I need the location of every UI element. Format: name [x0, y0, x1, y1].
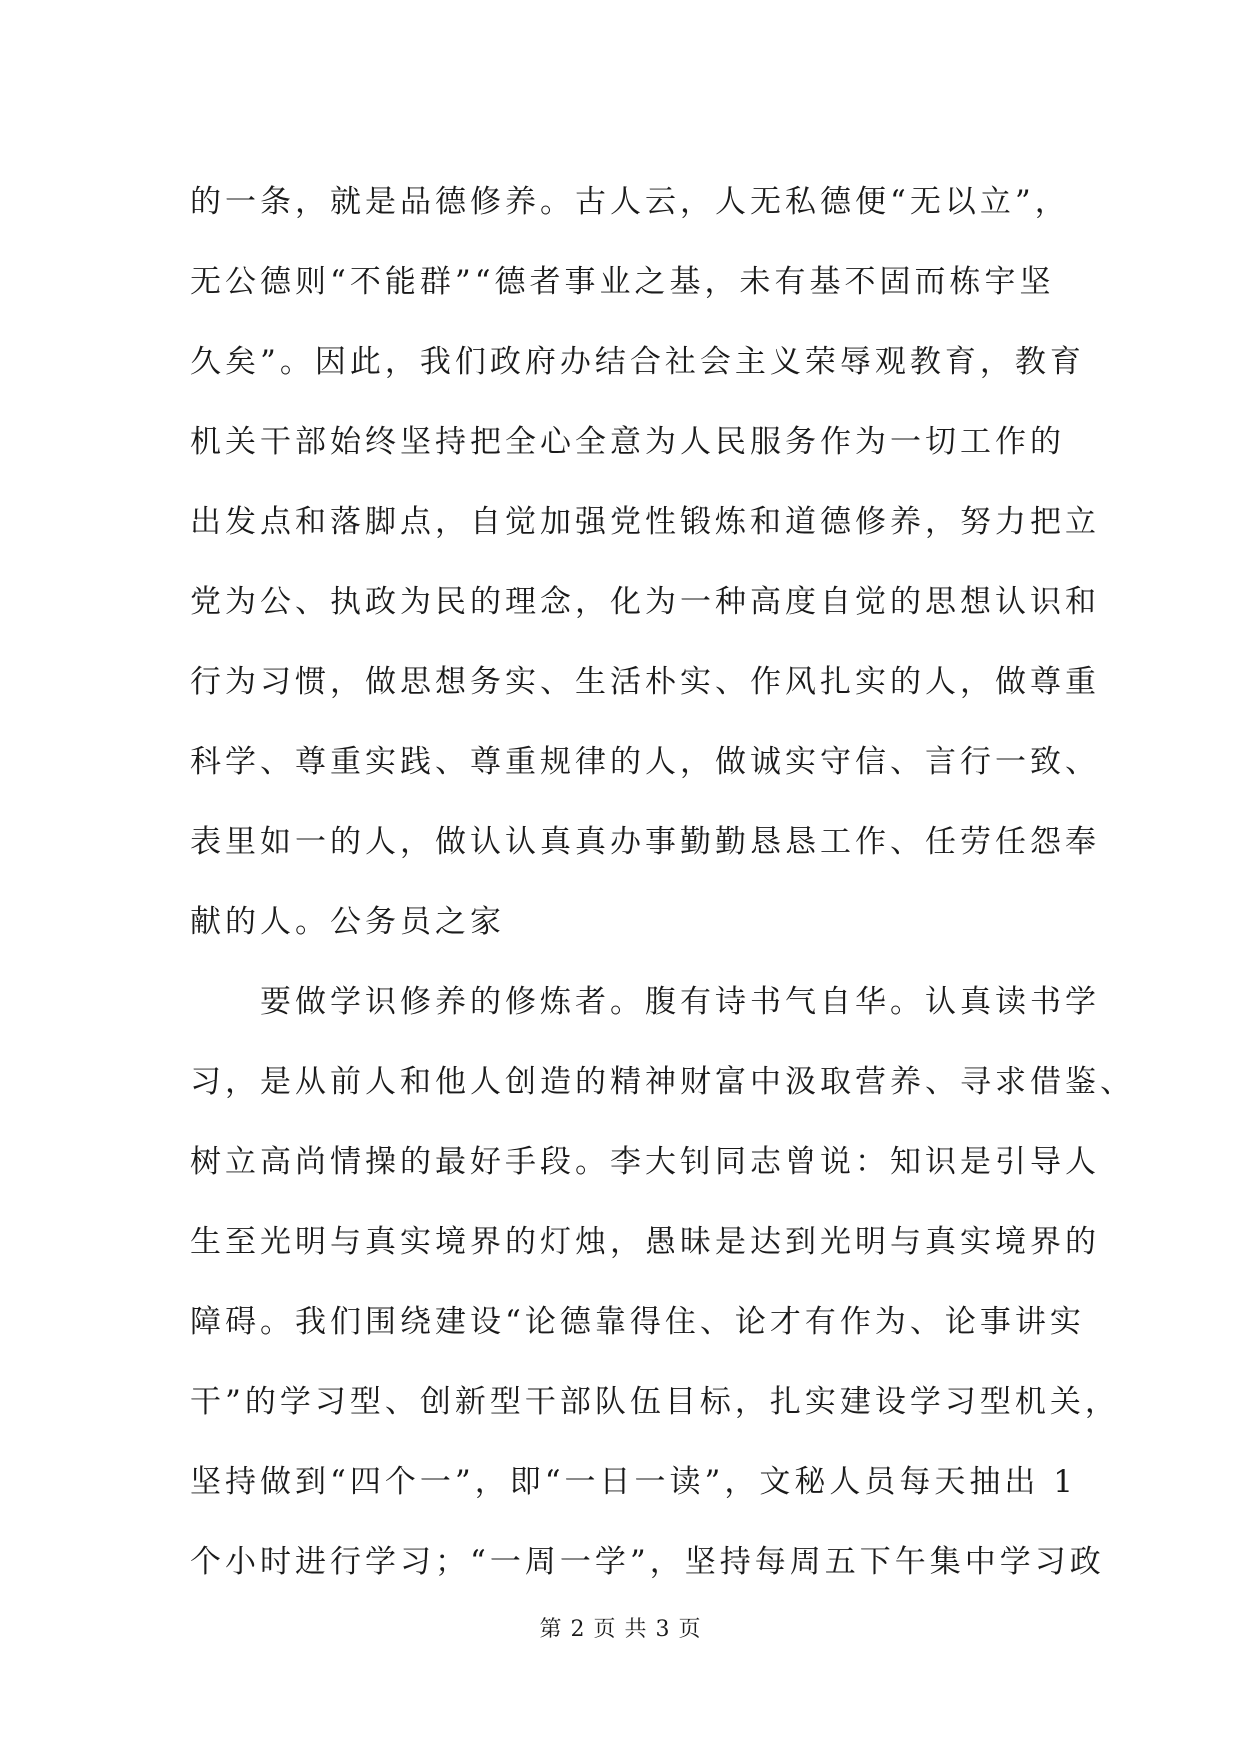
text-line-7: 行为习惯，做思想务实、生活朴实、作风扎实的人，做尊重 — [190, 664, 1100, 700]
page-number-footer: 第 2 页 共 3 页 — [539, 1617, 702, 1642]
text-line-15: 障碍。我们围绕建设“论德靠得住、论才有作为、论事讲实 — [190, 1304, 1085, 1340]
text-line-13: 树立高尚情操的最好手段。李大钊同志曾说：知识是引导人 — [190, 1144, 1100, 1180]
text-line-8: 科学、尊重实践、尊重规律的人，做诚实守信、言行一致、 — [190, 744, 1100, 780]
text-line-14: 生至光明与真实境界的灯烛，愚昧是达到光明与真实境界的 — [190, 1224, 1100, 1260]
text-line-11: 要做学识修养的修炼者。腹有诗书气自华。认真读书学 — [190, 984, 1100, 1020]
text-line-4: 机关干部始终坚持把全心全意为人民服务作为一切工作的 — [190, 424, 1065, 460]
text-line-10: 献的人。公务员之家 — [190, 904, 505, 940]
text-line-5: 出发点和落脚点，自觉加强党性锻炼和道德修养，努力把立 — [190, 504, 1100, 540]
text-line-6: 党为公、执政为民的理念，化为一种高度自觉的思想认识和 — [190, 584, 1100, 620]
text-line-1: 的一条，就是品德修养。古人云，人无私德便“无以立”， — [190, 184, 1070, 220]
text-line-16: 干”的学习型、创新型干部队伍目标，扎实建设学习型机关， — [190, 1384, 1120, 1420]
text-line-12: 习，是从前人和他人创造的精神财富中汲取营养、寻求借鉴、 — [190, 1064, 1135, 1100]
text-line-9: 表里如一的人，做认认真真办事勤勤恳恳工作、任劳任怨奉 — [190, 824, 1100, 860]
text-line-2: 无公德则“不能群”“德者事业之基，未有基不固而栋宇坚 — [190, 264, 1055, 300]
text-line-3: 久矣”。因此，我们政府办结合社会主义荣辱观教育，教育 — [190, 344, 1085, 380]
text-line-18: 个小时进行学习；“一周一学”，坚持每周五下午集中学习政 — [190, 1544, 1105, 1580]
text-line-17: 坚持做到“四个一”，即“一日一读”，文秘人员每天抽出 1 — [190, 1464, 1077, 1500]
body-text — [190, 162, 1135, 1602]
